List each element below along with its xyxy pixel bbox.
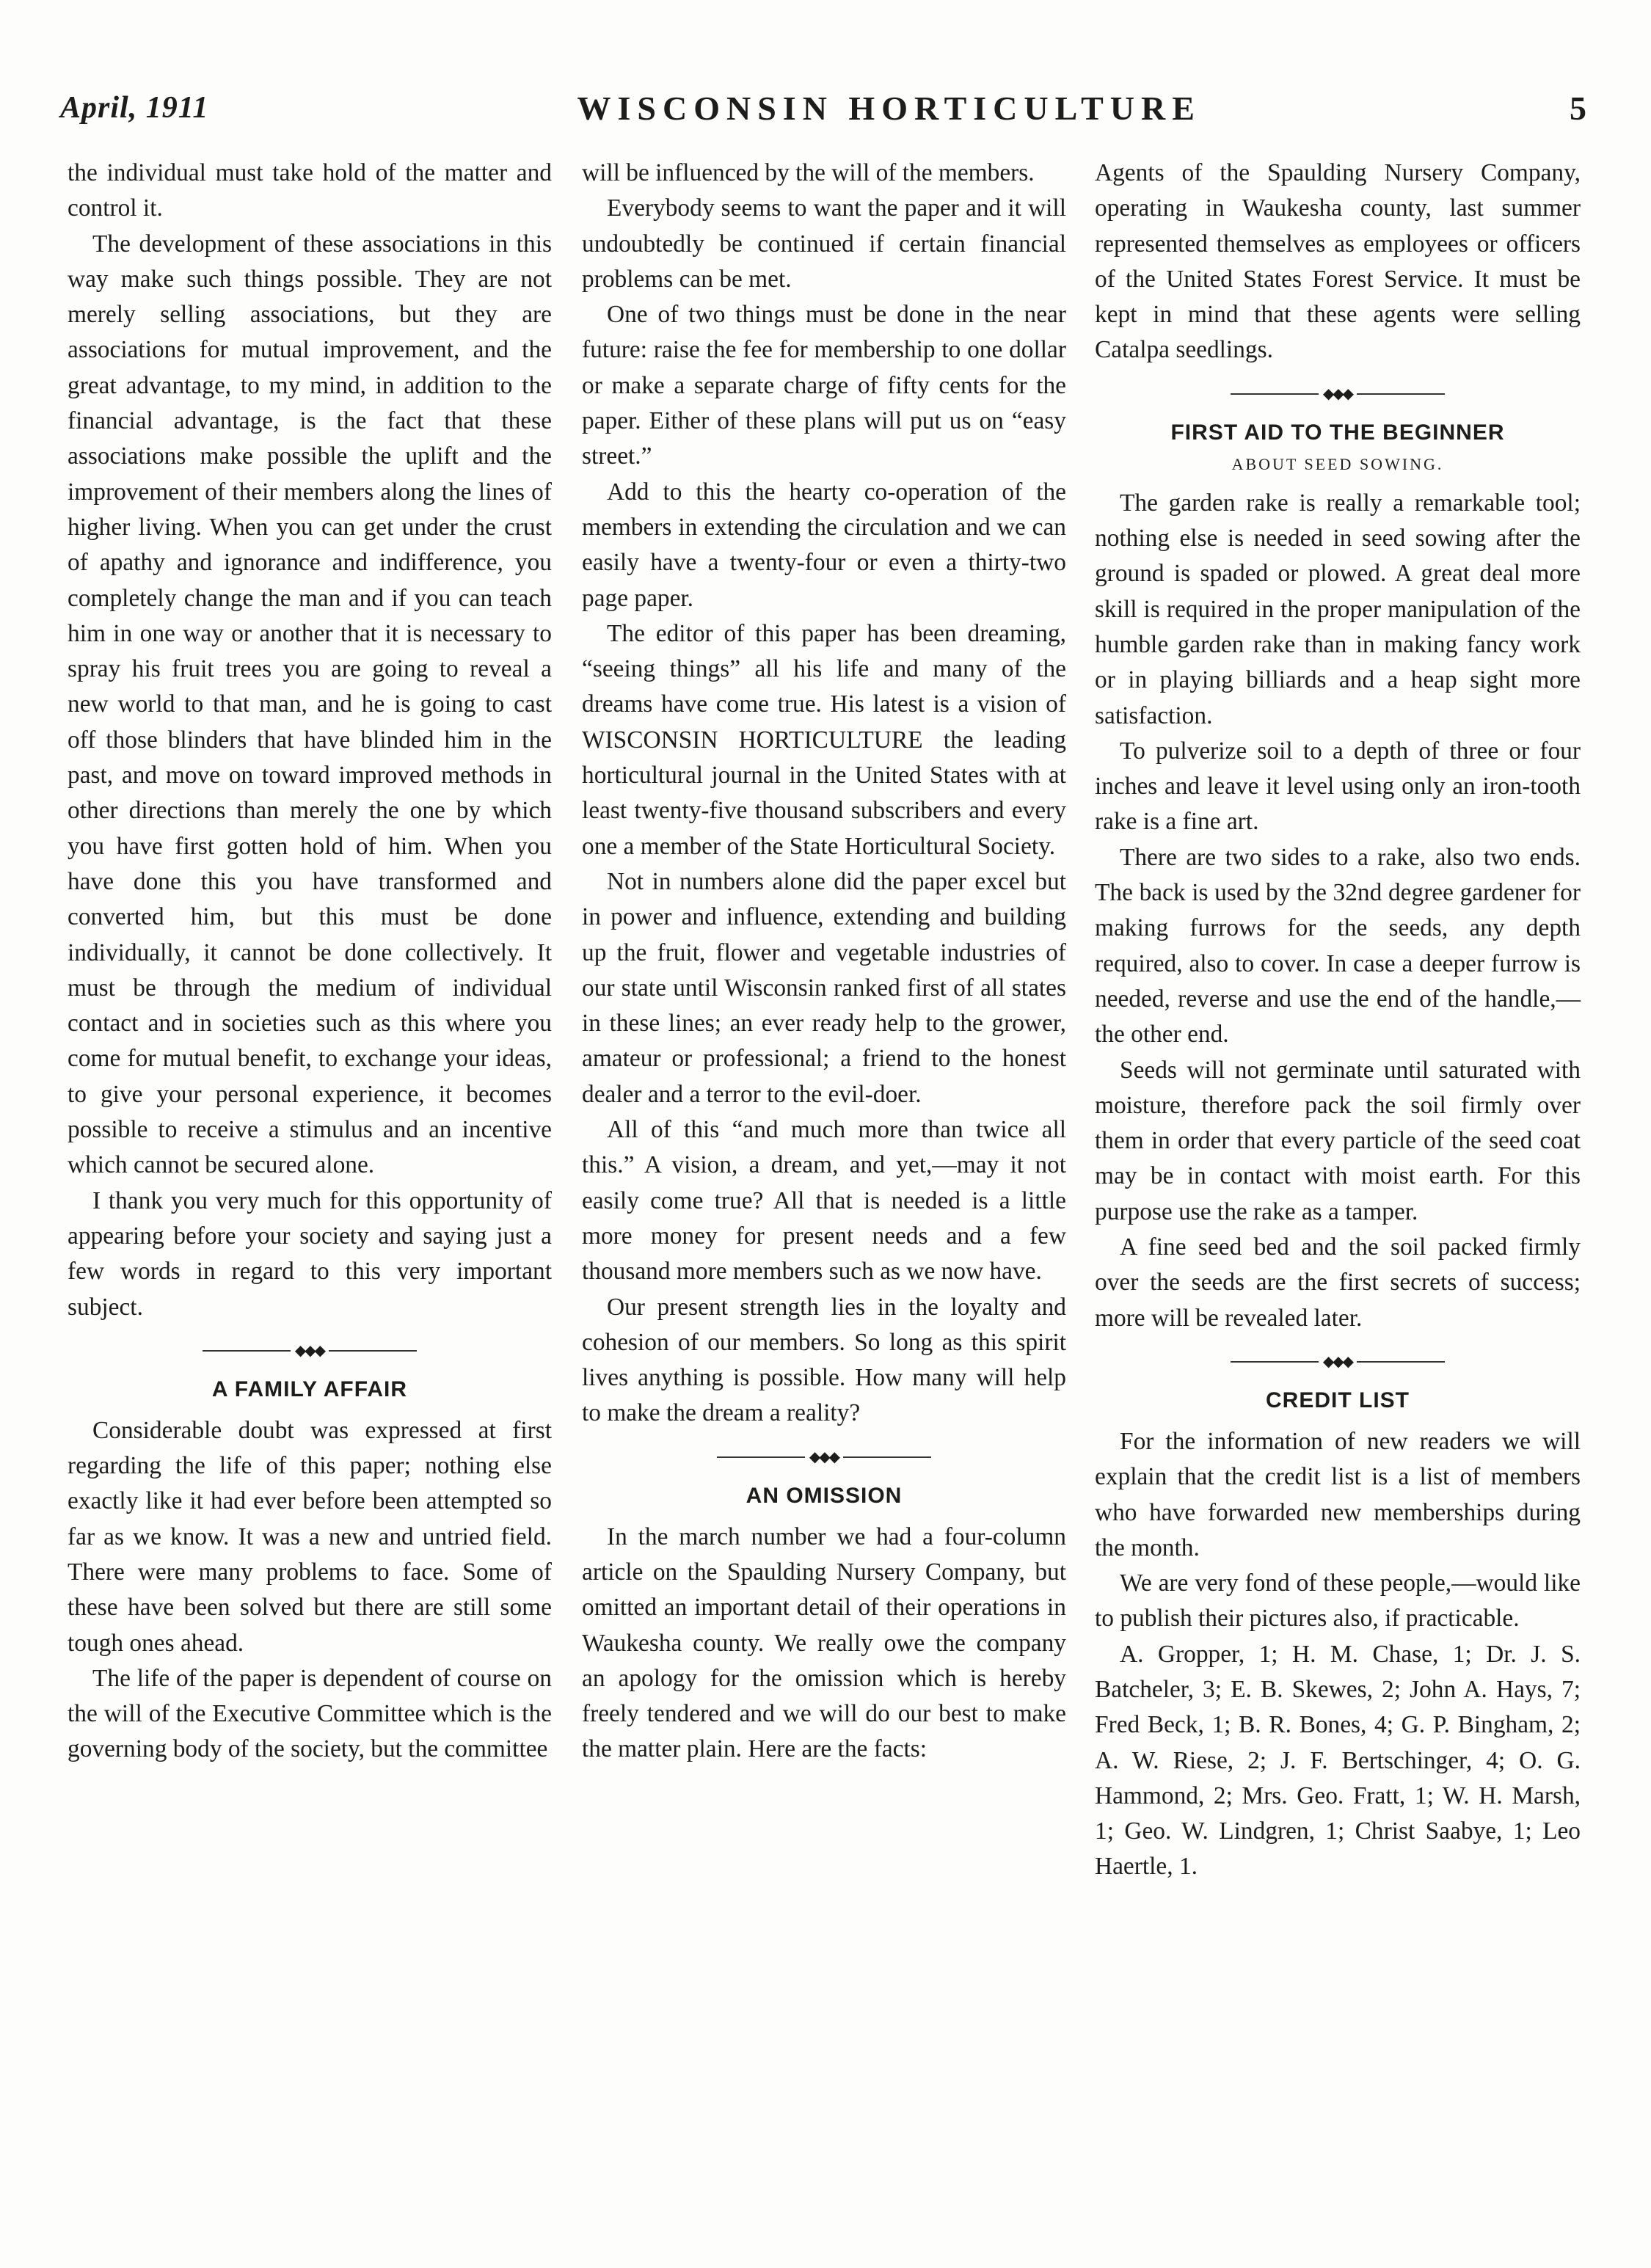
section-divider bbox=[68, 1332, 552, 1369]
paragraph: The editor of this paper has been dreaming, “seeing things” all his life and many of the dreams have come true. His latest is a vision of WISCONSIN HORTICULTURE the leading horticultural journal in the United States with at least twenty-five thousand subscribers and every one a member of the State Horticultural Society. bbox=[582, 619, 1066, 860]
credit-list-names: A. Gropper, 1; H. M. Chase, 1; Dr. J. S. Batcheler, 3; E. B. Skewes, 2; John A. Hays, 7; Fred Beck, 1; B. R. Bones, 4; G. P. Bingham, 2; A. W. Riese, 2; J. F. Bertschinger, 4; O. G. Hammond, 2; Mrs. Geo. Fratt, 1; W. H. Marsh, 1; Geo. W. Lindgren, 1; Christ Saabye, 1; Leo Haertle, 1. bbox=[1095, 1640, 1581, 1881]
paragraph: In the march number we had a four-column article on the Spaulding Nursery Company, but omitted an important detail of their operations in Waukesha county. We really owe the company an apology for the omission which is hereby freely tendered and we will do our best to make the matter plain. Here are the facts: bbox=[582, 1523, 1066, 1763]
paragraph: Considerable doubt was expressed at first regarding the life of this paper; nothing else exactly like it had ever before been attempted so far as we know. It was a new and untried field. There were many problems to face. Some of these have been solved but there are still some tough ones ahead. bbox=[68, 1416, 552, 1657]
paragraph: The life of the paper is dependent of course on the will of the Executive Committee which is the governing body of the society, but the committee bbox=[68, 1664, 552, 1763]
section-heading-first-aid: FIRST AID TO THE BEGINNER bbox=[1170, 420, 1505, 445]
diamond-ornament-icon: ◆◆◆ bbox=[1322, 1353, 1353, 1370]
section-heading-family-affair: A FAMILY AFFAIR bbox=[211, 1377, 408, 1401]
paragraph: I thank you very much for this opportunity of appearing before your society and saying just a few words in regard to this very important subject. bbox=[68, 1186, 552, 1321]
paragraph: Seeds will not germinate until saturated with moisture, therefore pack the soil firmly over them in order that every particle of the seed coat may be in contact with moist earth. For this purpose use the rake as a tamper. bbox=[1095, 1056, 1581, 1225]
paragraph: To pulverize soil to a depth of three or four inches and leave it level using only an iron-tooth rake is a fine art. bbox=[1095, 737, 1581, 836]
page-header bbox=[60, 82, 1586, 134]
paragraph: Agents of the Spaulding Nursery Company, operating in Waukesha county, last summer represented themselves as employees or officers of the United States Forest Service. It must be kept in mind that these agents were selling Catalpa seedlings. bbox=[1095, 159, 1581, 364]
section-heading-credit-list: CREDIT LIST bbox=[1266, 1388, 1410, 1412]
paragraph: Our present strength lies in the loyalty and cohesion of our members. So long as this spirit lives anything is possible. How many will help to make the dream a reality? bbox=[582, 1293, 1066, 1427]
diamond-ornament-icon: ◆◆◆ bbox=[294, 1342, 325, 1359]
paragraph: We are very fond of these people,—would like to publish their pictures also, if practicable. bbox=[1095, 1569, 1581, 1633]
paragraph: Everybody seems to want the paper and it will undoubtedly be continued if certain financial problems can be met. bbox=[582, 194, 1066, 293]
column-2 bbox=[582, 156, 1066, 1768]
paragraph: The development of these associations in this way make such things possible. They are not merely selling associations, but they are associations for mutual improvement, and the great advantage, to my mind, in addition to the financial advantage, is the fact that these associations make possible the uplift and the improvement of their members along the lines of higher living. When you can get under the crust of apathy and ignorance and indifference, you completely change the man and if you can teach him in one way or another that it is necessary to spray his fruit trees you are going to reveal a new world to that man, and he is going to cast off those blinders that have blinded him in the past, and move on toward improved methods in other directions than merely the one by which you have first gotten hold of him. When you have done this you have transformed and converted him, but this must be done individually, it cannot be done collectively. It must be through the medium of individual contact and in societies such as this where you come for mutual benefit, to exchange your ideas, to give your personal experience, it becomes possible to receive a stimulus and an incentive which cannot be secured alone. bbox=[68, 230, 552, 1179]
paragraph: One of two things must be done in the near future: raise the fee for membership to one dollar or make a separate charge of fifty cents for the paper. Either of these plans will put us on “easy street.” bbox=[582, 301, 1066, 470]
section-divider bbox=[582, 1439, 1066, 1476]
paragraph: the individual must take hold of the matter and control it. bbox=[68, 159, 552, 222]
section-divider bbox=[1095, 1343, 1581, 1380]
paragraph: There are two sides to a rake, also two ends. The back is used by the 32nd degree gardener for making furrows for the seeds, any depth required, also to cover. In case a deeper furrow is needed, reverse and use the end of the handle,—the other end. bbox=[1095, 843, 1581, 1049]
section-divider bbox=[1095, 376, 1581, 412]
section-subheading: ABOUT SEED SOWING. bbox=[1231, 454, 1444, 473]
column-1 bbox=[68, 156, 552, 1768]
publication-title: WISCONSIN HORTICULTURE bbox=[577, 89, 1201, 127]
section-heading-omission: AN OMISSION bbox=[746, 1483, 903, 1508]
paragraph: Not in numbers alone did the paper excel but in power and influence, extending and building up the fruit, flower and vegetable industries of our state until Wisconsin ranked first of all states in these lines; an ever ready help to the grower, amateur or professional; a friend to the honest dealer and a terror to the evil-doer. bbox=[582, 867, 1066, 1108]
paragraph: Add to this the hearty co-operation of the members in extending the circulation and we can easily have a twenty-four or even a thirty-two page paper. bbox=[582, 478, 1066, 612]
diamond-ornament-icon: ◆◆◆ bbox=[809, 1448, 839, 1465]
issue-date: April, 1911 bbox=[60, 91, 209, 125]
paragraph: The garden rake is really a remarkable tool; nothing else is needed in seed sowing after the ground is spaded or plowed. A great deal more skill is required in the proper manipulation of the humble garden rake than in making fancy work or in playing billiards and a heap sight more satisfaction. bbox=[1095, 489, 1581, 729]
paragraph: will be influenced by the will of the members. bbox=[582, 159, 1035, 186]
paragraph: A fine seed bed and the soil packed firmly over the seeds are the first secrets of success; more will be revealed later. bbox=[1095, 1233, 1581, 1332]
column-3 bbox=[1095, 156, 1581, 1885]
diamond-ornament-icon: ◆◆◆ bbox=[1322, 385, 1353, 402]
paragraph: All of this “and much more than twice all this.” A vision, a dream, and yet,—may it not easily come true? All that is needed is a little more money for present needs and a few thousand more members such as we now have. bbox=[582, 1116, 1066, 1286]
paragraph: For the information of new readers we will explain that the credit list is a list of members who have forwarded new memberships during the month. bbox=[1095, 1427, 1581, 1561]
page-number: 5 bbox=[1570, 89, 1586, 127]
